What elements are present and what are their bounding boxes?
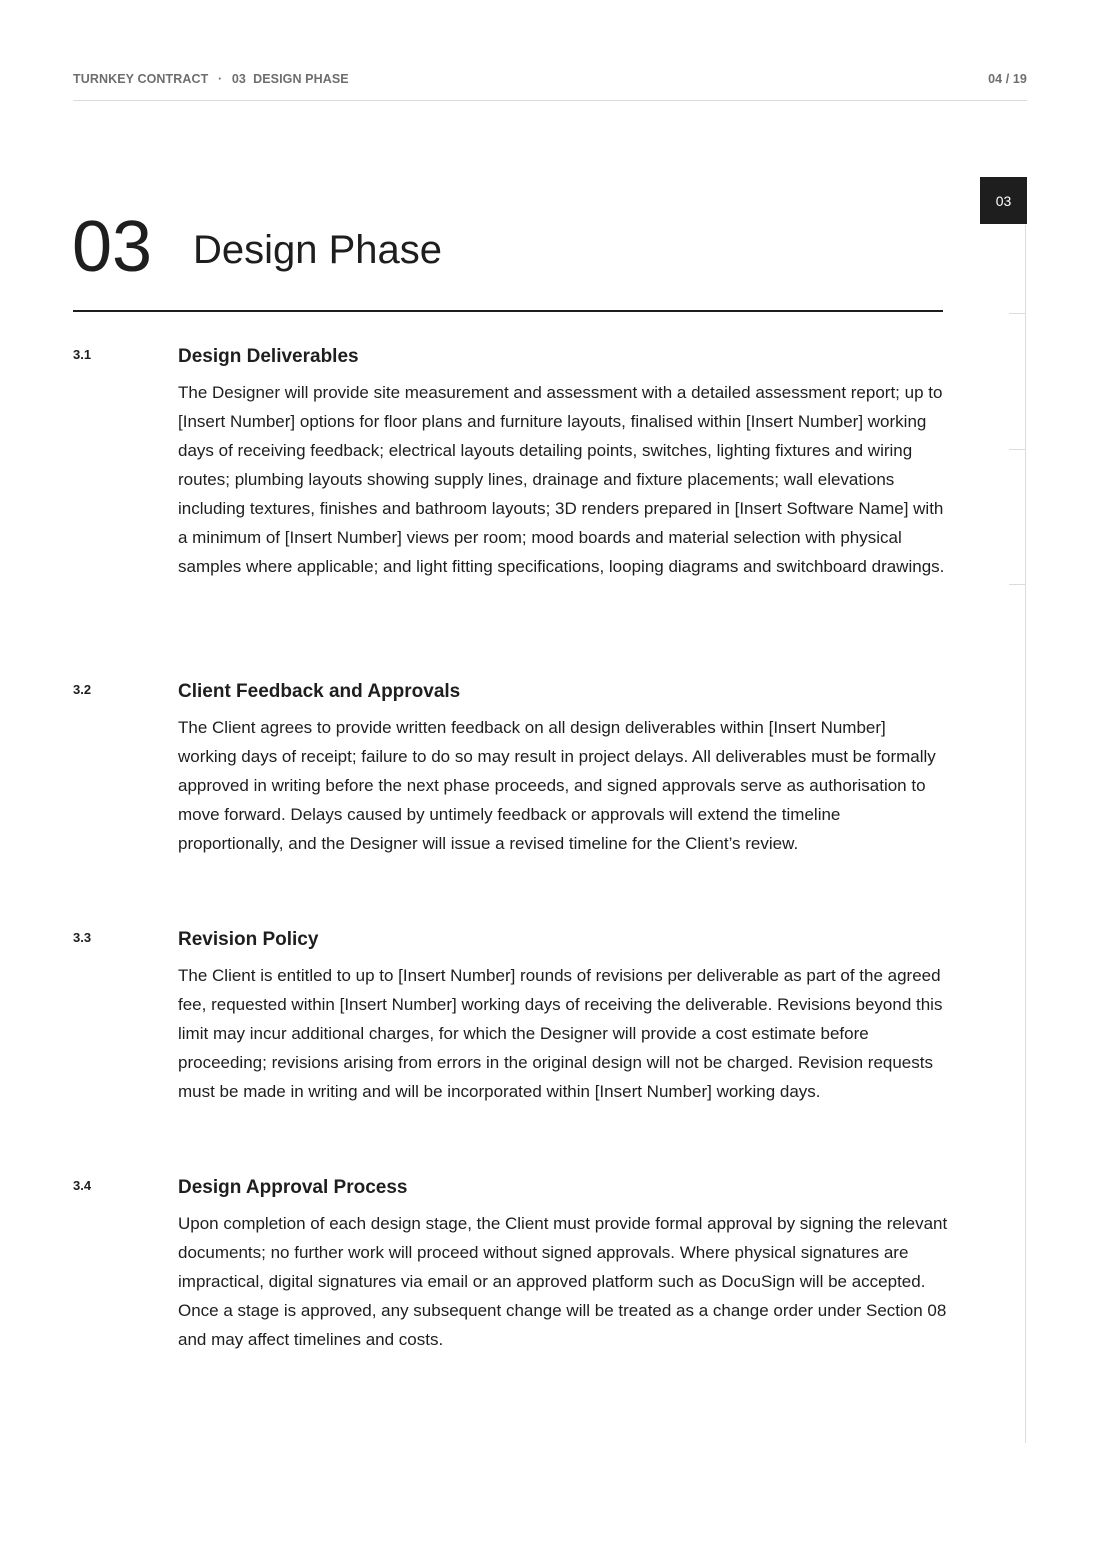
section-heading: Design Approval Process: [178, 1177, 408, 1198]
side-rail: [1025, 225, 1026, 1443]
rail-tick: [1009, 313, 1026, 314]
section-body: The Client is entitled to up to [Insert Number] rounds of revisions per deliverable as part of the agreed fee, requested within [Insert Number] working days of receiving the deliverable. Revisions beyond this limit may incur additional charges, for which the Designer will provide a cost estimate before proceeding; revisions arising from errors in the original design will not be charged. Revision requests must be made in writing and will be incorporated within [Insert Number] working days.: [178, 966, 943, 1101]
section-number: 3.2: [73, 682, 92, 697]
section-body: Upon completion of each design stage, the Client must provide formal approval by signing the relevant documents; no further work will proceed without signed approvals. Where physical signatures are impractical, digital signatures via email or an approved platform such as DocuSign will be accepted. Once a stage is approved, any subsequent change will be treated as a change order under Section 08 and may affect timelines and costs.: [178, 1214, 948, 1349]
running-header: [73, 72, 1027, 101]
header-separator: ·: [217, 72, 223, 86]
section-number: 3.3: [73, 930, 92, 945]
chapter-number: 03: [72, 207, 153, 287]
header-chapter: 03 DESIGN PHASE: [231, 72, 349, 86]
section-heading: Revision Policy: [178, 929, 319, 950]
section-body: The Client agrees to provide written feedback on all design deliverables within [Insert Number] working days of receipt; failure to do so may result in project delays. All deliverables must be formally approved in writing before the next phase proceeds, and signed approvals serve as authorisation to move forward. Delays caused by untimely feedback or approvals will extend the timeline proportionally, and the Designer will issue a revised timeline for the Client’s review.: [178, 718, 936, 853]
chapter-divider: [73, 310, 943, 312]
section-heading: Client Feedback and Approvals: [178, 681, 461, 702]
section-number: 3.1: [73, 347, 92, 362]
header-document-title: TURNKEY CONTRACT: [73, 72, 209, 86]
section-number: 3.4: [73, 1178, 92, 1193]
section-heading: Design Deliverables: [178, 346, 359, 367]
page-number: 04 / 19: [988, 72, 1027, 86]
chapter-tab-03[interactable]: 03: [980, 177, 1027, 224]
chapter-title: Design Phase: [193, 228, 443, 272]
rail-tick: [1009, 449, 1026, 450]
rail-tick: [1009, 584, 1026, 585]
header-breadcrumb: [73, 72, 349, 86]
section-body: The Designer will provide site measurement and assessment with a detailed assessment report; up to [Insert Number] options for floor plans and furniture layouts, finalised within [Insert Number] working days of receiving feedback; electrical layouts detailing points, switches, lighting fixtures and wiring routes; plumbing layouts showing supply lines, drainage and fixture placements; wall elevations including textures, finishes and bathroom layouts; 3D renders prepared in [Insert Software Name] with a minimum of [Insert Number] views per room; mood boards and material selection with physical samples where applicable; and light fitting specifications, looping diagrams and switchboard drawings.: [178, 383, 945, 576]
